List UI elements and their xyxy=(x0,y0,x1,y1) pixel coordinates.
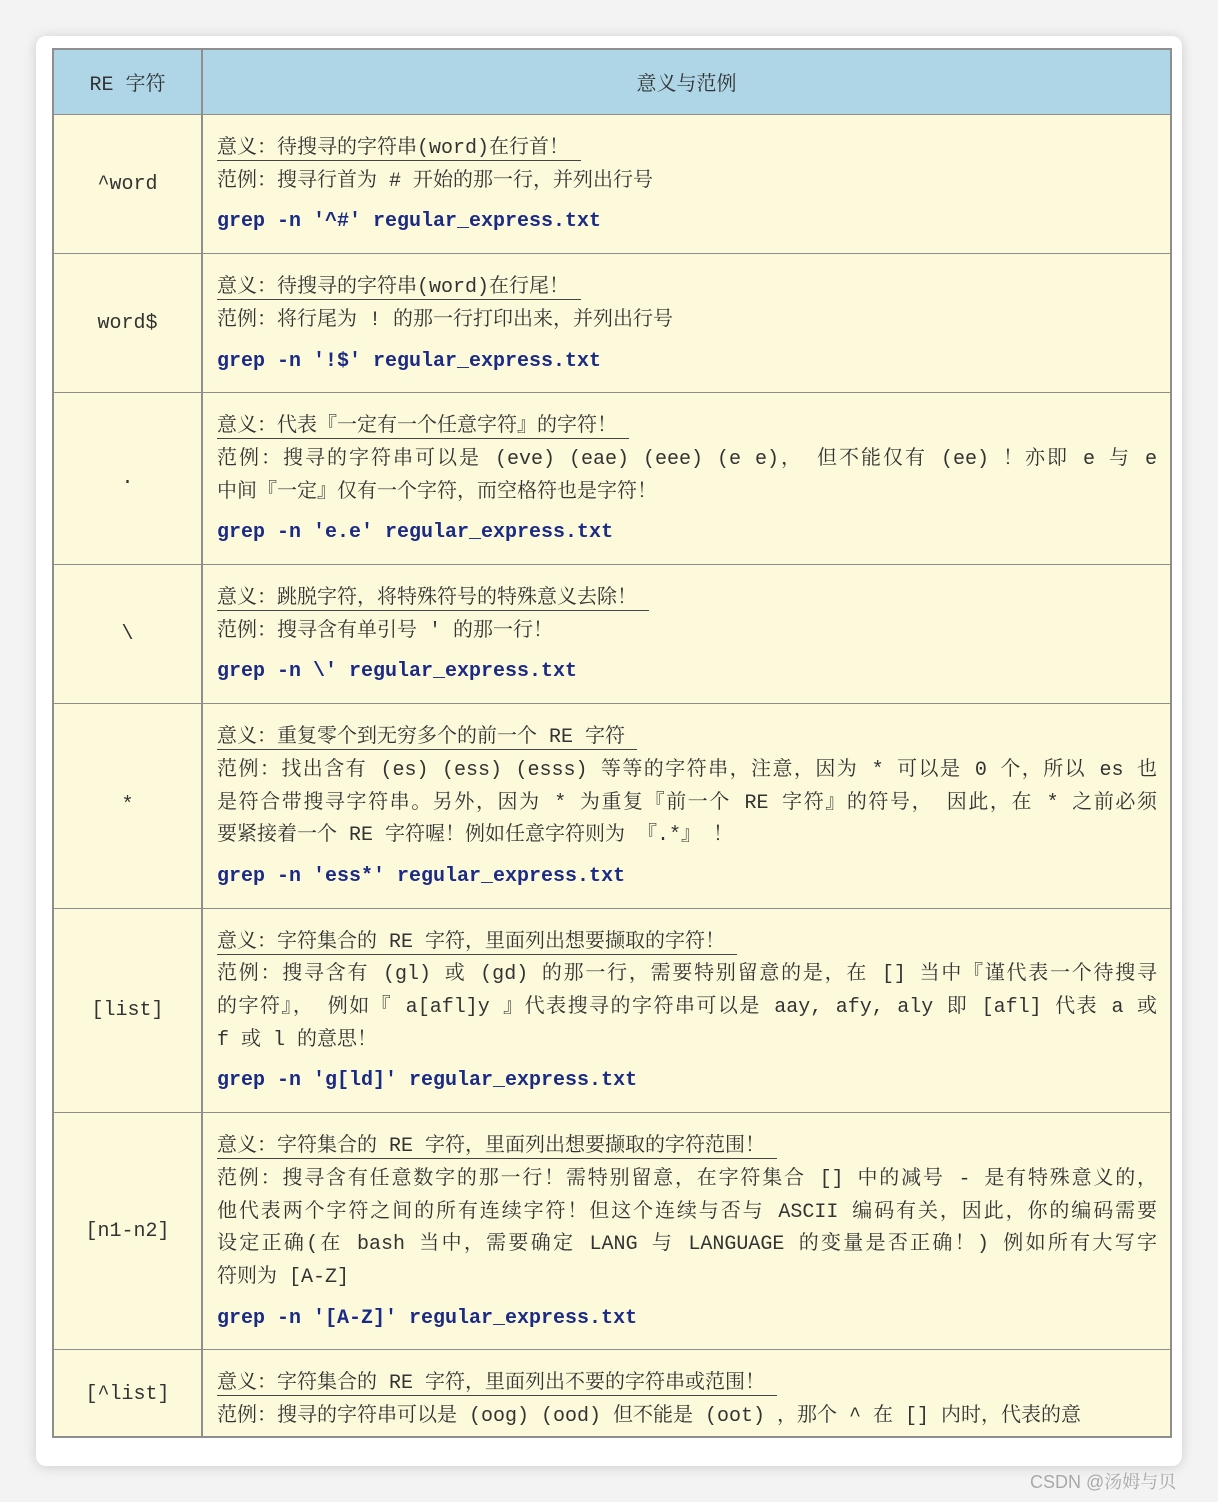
example-line: 是符合带搜寻字符串。另外，因为 * 为重复『前一个 RE 字符』的符号， 因此，在 * 之前必须 xyxy=(217,791,1157,815)
re-pattern-cell: * xyxy=(54,704,203,908)
re-pattern-cell: . xyxy=(54,393,203,564)
example-line: 范例：将行尾为 ! 的那一行打印出来，并列出行号 xyxy=(217,308,674,332)
re-pattern-cell: [list] xyxy=(54,909,203,1113)
meaning-text: 意义：字符集合的 RE 字符，里面列出想要撷取的字符范围！ xyxy=(217,1135,777,1159)
example-line: 范例：搜寻含有 (gl) 或 (gd) 的那一行，需要特别留意的是，在 [] 当中『谨代表一个待搜寻 xyxy=(217,963,1157,987)
re-pattern-cell: ^word xyxy=(54,115,203,253)
meaning-text: 意义：代表『一定有一个任意字符』的字符！ xyxy=(217,415,629,439)
meaning-text: 意义：字符集合的 RE 字符，里面列出不要的字符串或范围！ xyxy=(217,1372,777,1396)
table-row xyxy=(54,115,1170,254)
meaning-text: 意义：重复零个到无穷多个的前一个 RE 字符 xyxy=(217,726,637,750)
regex-table xyxy=(52,48,1172,1438)
description-cell xyxy=(203,254,1170,392)
example-line: 中间『一定』仅有一个字符，而空格符也是字符！ xyxy=(217,480,657,504)
example-line: 范例：找出含有 (es) (ess) (esss) 等等的字符串，注意，因为 * 可以是 0 个，所以 es 也 xyxy=(217,758,1157,782)
meaning-line xyxy=(217,272,1157,305)
table-row xyxy=(54,254,1170,393)
re-pattern-cell: [n1-n2] xyxy=(54,1113,203,1349)
example-line: f 或 l 的意思！ xyxy=(217,1028,378,1052)
example-line: 要紧接着一个 RE 字符喔！例如任意字符则为 『.*』 ！ xyxy=(217,824,734,848)
header-meaning-example: 意义与范例 xyxy=(636,74,737,97)
grep-command: grep -n 'e.e' regular_express.txt xyxy=(217,521,614,545)
example-line: 符则为 [A-Z] xyxy=(217,1265,350,1289)
example-line: 范例：搜寻的字符串可以是 (oog) (ood) 但不能是 (oot) ，那个 ^ 在 [] 内时，代表的意 xyxy=(217,1405,1082,1429)
table-row xyxy=(54,704,1170,909)
table-row xyxy=(54,393,1170,565)
meaning-text: 意义：待搜寻的字符串(word)在行首！ xyxy=(217,137,581,161)
grep-command: grep -n '[A-Z]' regular_express.txt xyxy=(217,1306,638,1330)
grep-command: grep -n '^#' regular_express.txt xyxy=(217,210,602,234)
description-cell xyxy=(203,565,1170,703)
example-line: 设定正确(在 bash 当中，需要确定 LANG 与 LANGUAGE 的变量是否正确！) 例如所有大写字 xyxy=(217,1233,1157,1257)
re-pattern-cell: \ xyxy=(54,565,203,703)
description-cell xyxy=(203,704,1170,908)
table-header-row xyxy=(54,50,1170,115)
grep-command: grep -n '!$' regular_express.txt xyxy=(217,349,602,373)
meaning-line xyxy=(217,583,1157,616)
grep-command: grep -n 'g[ld]' regular_express.txt xyxy=(217,1069,638,1093)
meaning-line xyxy=(217,1368,1157,1401)
description-cell xyxy=(203,115,1170,253)
table-row xyxy=(54,565,1170,704)
meaning-line xyxy=(217,722,1157,755)
meaning-line xyxy=(217,133,1157,166)
example-line: 他代表两个字符之间的所有连续字符！但这个连续与否与 ASCII 编码有关，因此，你的编码需要 xyxy=(217,1200,1157,1224)
re-pattern-cell: word$ xyxy=(54,254,203,392)
re-pattern-cell: [^list] xyxy=(54,1350,203,1438)
table-row xyxy=(54,909,1170,1114)
grep-command: grep -n 'ess*' regular_express.txt xyxy=(217,864,626,888)
description-cell xyxy=(203,909,1170,1113)
header-re-char: RE 字符 xyxy=(54,50,203,114)
csdn-watermark: CSDN @汤姆与贝 xyxy=(1030,1472,1177,1492)
grep-command: grep -n \' regular_express.txt xyxy=(217,660,578,684)
example-line: 范例：搜寻行首为 # 开始的那一行，并列出行号 xyxy=(217,169,654,193)
meaning-text: 意义：待搜寻的字符串(word)在行尾！ xyxy=(217,276,581,300)
description-cell xyxy=(203,393,1170,564)
example-line: 的字符』， 例如『 a[afl]y 』代表搜寻的字符串可以是 aay, afy, aly 即 [afl] 代表 a 或 xyxy=(217,996,1157,1020)
example-line: 范例：搜寻含有单引号 ' 的那一行！ xyxy=(217,619,554,643)
description-cell xyxy=(203,1113,1170,1349)
meaning-text: 意义：字符集合的 RE 字符，里面列出想要撷取的字符！ xyxy=(217,931,737,955)
example-line: 范例：搜寻含有任意数字的那一行！需特别留意，在字符集合 [] 中的减号 - 是有特殊意义的， xyxy=(217,1167,1157,1191)
meaning-line xyxy=(217,1131,1157,1164)
meaning-text: 意义：跳脱字符，将特殊符号的特殊意义去除！ xyxy=(217,587,649,611)
example-line: 范例：搜寻的字符串可以是 (eve) (eae) (eee) (e e)， 但不能仅有 (ee) ！亦即 e 与 e xyxy=(217,447,1157,471)
meaning-line xyxy=(217,927,1157,960)
table-row xyxy=(54,1113,1170,1350)
table-row xyxy=(54,1350,1170,1438)
meaning-line xyxy=(217,411,1157,444)
description-cell xyxy=(203,1350,1170,1438)
